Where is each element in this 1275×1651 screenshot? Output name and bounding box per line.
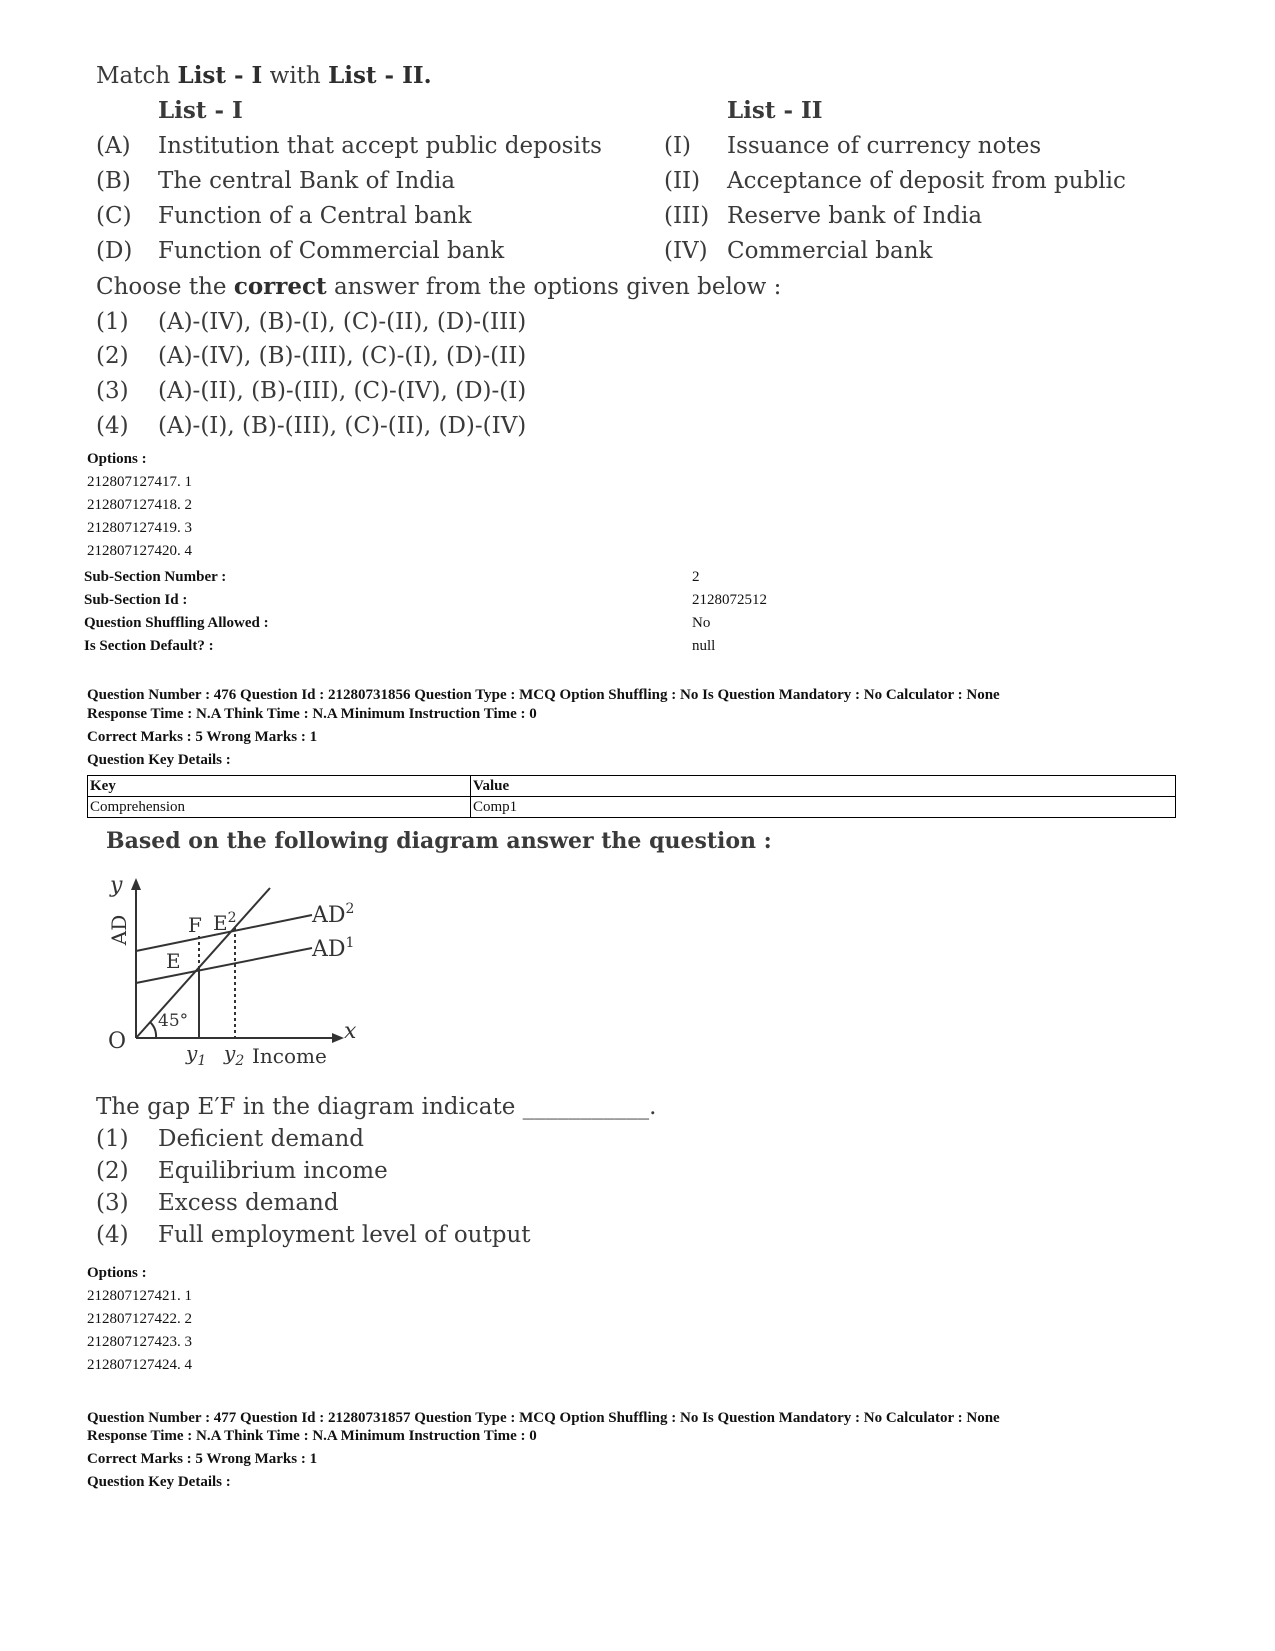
ad1-label-sup: 1 <box>345 935 355 951</box>
choice-text: Deficient demand <box>158 1126 365 1152</box>
option-item: 212807127417. 1 <box>87 474 192 490</box>
choice-text: Full employment level of output <box>158 1222 531 1248</box>
subsection-id-label: Sub-Section Id : <box>84 592 188 608</box>
y-axis-title: AD <box>107 914 131 946</box>
option-item: 212807127420. 4 <box>87 543 192 559</box>
q476-stem: The gap E′F in the diagram indicate ___________. <box>96 1094 657 1120</box>
section-default-label: Is Section Default? : <box>84 638 214 654</box>
table-cell-value: Comp1 <box>471 797 1176 818</box>
y2-sub: 2 <box>235 1053 245 1069</box>
match-heading-list1: List - I <box>177 62 263 89</box>
match-heading-mid: with <box>262 63 329 89</box>
row-a-label: (A) <box>96 133 131 159</box>
y-axis-label: y <box>110 873 123 898</box>
section-default-value: null <box>692 638 716 654</box>
angle-arc <box>150 1022 156 1038</box>
y-axis-arrow <box>131 878 141 890</box>
choose-instruction <box>96 273 781 300</box>
shuffle-label: Question Shuffling Allowed : <box>84 615 269 631</box>
y1-sub: 1 <box>197 1053 207 1069</box>
x-axis-label: x <box>344 1019 357 1044</box>
choice-text: (A)-(I), (B)-(III), (C)-(II), (D)-(IV) <box>158 413 527 439</box>
option-item: 212807127423. 3 <box>87 1334 192 1350</box>
choice-number: (4) <box>96 413 129 439</box>
choice-text: (A)-(IV), (B)-(I), (C)-(II), (D)-(III) <box>158 309 527 335</box>
choose-bold: correct <box>233 273 327 300</box>
ad-diagram <box>100 870 380 1110</box>
ad2-label-text: AD <box>312 903 346 928</box>
options-label: Options : <box>87 451 147 467</box>
row-i-label: (I) <box>664 133 692 159</box>
ad1-line <box>136 948 312 983</box>
choice-text: (A)-(IV), (B)-(III), (C)-(I), (D)-(II) <box>158 343 527 369</box>
choice-text: (A)-(II), (B)-(III), (C)-(IV), (D)-(I) <box>158 378 527 404</box>
ad1-label <box>311 935 354 962</box>
ad1-label-text: AD <box>312 937 346 962</box>
choice-text: Excess demand <box>158 1190 339 1216</box>
point-e-label: E <box>166 949 181 973</box>
row-b-label: (B) <box>96 168 131 194</box>
choice-number: (3) <box>96 378 129 404</box>
y1-text: y <box>186 1041 198 1065</box>
choice-number: (3) <box>96 1190 129 1216</box>
row-iii-text: Reserve bank of India <box>727 203 983 229</box>
table-header-row <box>88 776 1176 797</box>
point-f-label: F <box>188 913 202 937</box>
choice-number: (2) <box>96 343 129 369</box>
choice-number: (1) <box>96 309 129 335</box>
choice-number: (2) <box>96 1158 129 1184</box>
options-label: Options : <box>87 1265 147 1281</box>
choose-pre: Choose the <box>96 274 234 300</box>
ad2-label-sup: 2 <box>345 901 355 917</box>
table-cell-key: Comprehension <box>88 797 471 818</box>
option-item: 212807127421. 1 <box>87 1288 192 1304</box>
match-heading <box>96 62 432 89</box>
y2-label <box>223 1041 244 1069</box>
q476-key-details: Question Key Details : <box>87 752 231 768</box>
table-header-value: Value <box>471 776 1176 797</box>
row-i-text: Issuance of currency notes <box>727 133 1042 159</box>
list1-title: List - I <box>158 97 243 124</box>
y2-text: y <box>224 1041 236 1065</box>
row-c-text: Function of a Central bank <box>158 203 472 229</box>
row-a-text: Institution that accept public deposits <box>158 133 602 159</box>
row-iv-text: Commercial bank <box>727 238 933 264</box>
q477-key-details: Question Key Details : <box>87 1474 231 1490</box>
row-iv-label: (IV) <box>664 238 708 264</box>
option-item: 212807127424. 4 <box>87 1357 192 1373</box>
option-item: 212807127418. 2 <box>87 497 192 513</box>
option-item: 212807127419. 3 <box>87 520 192 536</box>
row-iii-label: (III) <box>664 203 710 229</box>
row-d-text: Function of Commercial bank <box>158 238 505 264</box>
origin-label: O <box>108 1029 127 1054</box>
point-e2-sup: 2 <box>227 910 237 926</box>
subsection-number-value: 2 <box>692 569 700 585</box>
key-value-table <box>87 775 1176 818</box>
angle-label: 45° <box>158 1011 189 1031</box>
table-row <box>88 797 1176 818</box>
subsection-id-value: 2128072512 <box>692 592 767 608</box>
choice-number: (4) <box>96 1222 129 1248</box>
match-heading-list2: List - II. <box>328 62 432 89</box>
choose-post: answer from the options given below : <box>326 274 782 300</box>
choice-text: Equilibrium income <box>158 1158 388 1184</box>
subsection-number-label: Sub-Section Number : <box>84 569 227 585</box>
shuffle-value: No <box>692 615 711 631</box>
q476-meta-line1: Question Number : 476 Question Id : 21280731856 Question Type : MCQ Option Shuffling : No Is Question Mandatory : No Calculator : None <box>87 687 1000 703</box>
income-label: Income <box>252 1044 327 1068</box>
match-heading-prefix: Match <box>96 63 178 89</box>
q476-meta-line2: Response Time : N.A Think Time : N.A Minimum Instruction Time : 0 <box>87 706 537 722</box>
ad2-label <box>311 901 354 928</box>
option-item: 212807127422. 2 <box>87 1311 192 1327</box>
row-c-label: (C) <box>96 203 132 229</box>
q477-meta-line1: Question Number : 477 Question Id : 21280731857 Question Type : MCQ Option Shuffling : No Is Question Mandatory : No Calculator : None <box>87 1410 1000 1426</box>
point-e2-text: E <box>213 911 228 935</box>
choice-number: (1) <box>96 1126 129 1152</box>
x-axis-arrow <box>332 1033 344 1043</box>
row-ii-label: (II) <box>664 168 701 194</box>
table-header-key: Key <box>88 776 471 797</box>
q476-marks: Correct Marks : 5 Wrong Marks : 1 <box>87 729 318 745</box>
y1-label <box>185 1041 206 1069</box>
q477-meta-line2: Response Time : N.A Think Time : N.A Minimum Instruction Time : 0 <box>87 1428 537 1444</box>
row-b-text: The central Bank of India <box>158 168 456 194</box>
diagram-prompt: Based on the following diagram answer the question : <box>106 828 772 854</box>
row-d-label: (D) <box>96 238 133 264</box>
q477-marks: Correct Marks : 5 Wrong Marks : 1 <box>87 1451 318 1467</box>
line-45-degree <box>136 888 270 1038</box>
list2-title: List - II <box>727 97 823 124</box>
row-ii-text: Acceptance of deposit from public <box>727 168 1126 194</box>
